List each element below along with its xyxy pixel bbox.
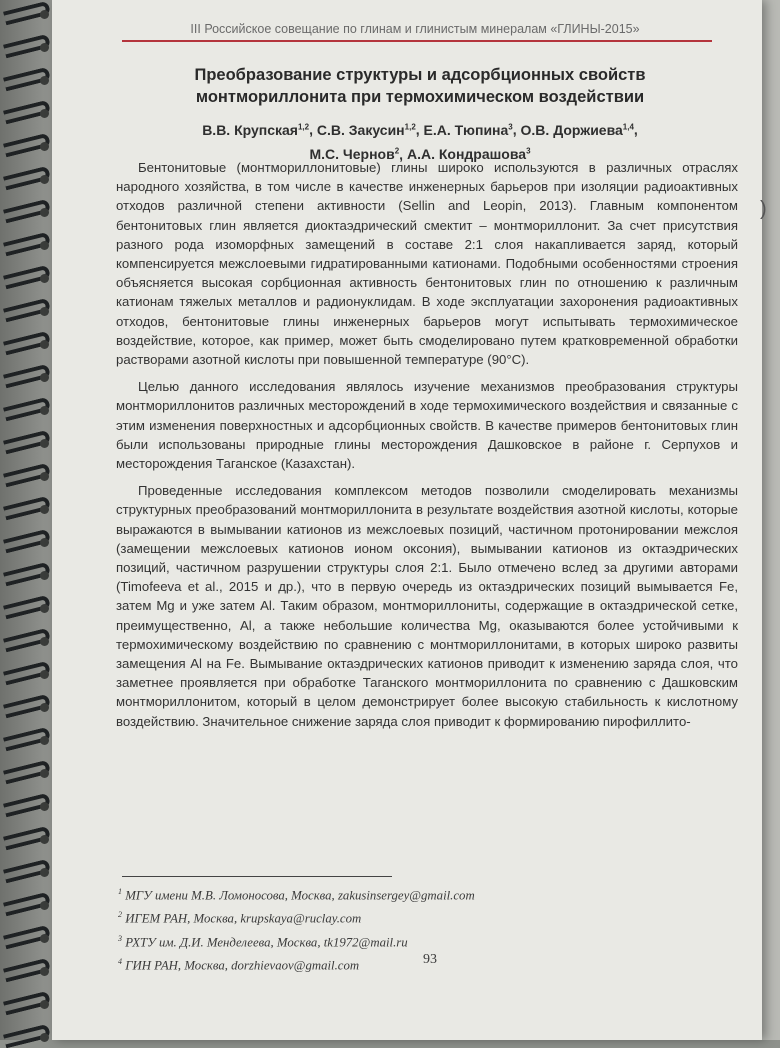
binding-hole bbox=[40, 241, 49, 250]
page-number: 93 bbox=[423, 952, 437, 967]
binding-hole bbox=[40, 1033, 49, 1042]
binding-hole bbox=[40, 637, 49, 646]
binding-hole bbox=[40, 736, 49, 745]
author-0: В.В. Крупская$^{1,2}$ bbox=[202, 121, 310, 138]
binding-hole bbox=[40, 604, 49, 613]
binding-hole bbox=[40, 571, 49, 580]
header-rule bbox=[122, 40, 712, 42]
paragraph-1: Бентонитовые (монтмориллонитовые) глины широко используются в различных отраслях народного хозяйства, в том числе в качестве инженерных барьеров при изоляции радиоактивных отходов различной степени активности (Sellin and Leopin, 2013). Главным компонентом бентонитовых глин является диоктаэдрический смектит – монтмориллонит. За счет присутствия разного рода изоморфных замещений в составе 2:1 слоя накапливается заряд, который компенсируется межслоевыми гидратированными катионами. Подобными особенностями строения объясняется высокая сорбционная активность бентонитовых глин по отношению к различным катионам тяжелых металлов и радионуклидам. В ходе эксплуатации захоронения радиоактивных отходов, бентонитовые глины инженерных барьеров могут испытывать термохимическое воздействие, которое, как пример, может быть смоделировано путем кратковременной обработки растворами азотной кислоты при повышенной температуре (90°С). bbox=[116, 160, 738, 368]
author-1: С.В. Закусин$^{1,2}$ bbox=[316, 121, 416, 138]
binding-hole bbox=[40, 472, 49, 481]
binding-hole bbox=[40, 109, 49, 118]
binding-hole bbox=[40, 538, 49, 547]
binding-hole bbox=[40, 670, 49, 679]
binding-hole bbox=[40, 868, 49, 877]
author-3: О.В. Доржиева$^{1,4}$ bbox=[520, 121, 634, 138]
binding-hole bbox=[40, 10, 49, 19]
running-header: III Российское совещание по глинам и глинистым минералам «ГЛИНЫ-2015» bbox=[190, 22, 640, 36]
footnote-2: $^2$ ИГЕМ РАН, Москва, krupskaya@ruclay.com bbox=[118, 910, 362, 926]
binding-hole bbox=[40, 43, 49, 52]
binding-hole bbox=[40, 340, 49, 349]
binding-hole bbox=[40, 76, 49, 85]
footnote-3: $^3$ РХТУ им. Д.И. Менделеева, Москва, tk1972@mail.ru bbox=[118, 933, 408, 949]
binding-hole bbox=[40, 901, 49, 910]
binding-hole bbox=[40, 406, 49, 415]
binding-hole bbox=[40, 934, 49, 943]
author-4: М.С. Чернов$^2$ bbox=[309, 146, 400, 163]
binding-hole bbox=[40, 274, 49, 283]
binding-hole bbox=[40, 835, 49, 844]
paragraph-3: Проведенные исследования комплексом методов позволили смоделировать механизмы структурных преобразований монтмориллонита в результате воздействия азотной кислоты, которые выражаются в вымывании катионов из межслоевых позиций, частичном протонировании межслоя (замещении межслоевых катионов ионом оксония), вымывании катионов из октаэдрических позиций, частичном разрушении структуры слоя 2:1. Было отмечено вслед за другими авторами (Timofeeva et al., 2015 и др.), что в первую очередь из октаэдрических позиций вымывается Fe, затем Mg и уже затем Al. Таким образом, монтмориллониты, содержащие в октаэдрической сетке, преимущественно, Al, а также небольшие количества Mg, оказываются более устойчивыми к термохимическому воздействию по сравнению с монтмориллонитами, в которых широко развиты замещения Al на Fe. Вымывание октаэдрических катионов приводит к изменению заряда слоя, что заметнее проявляется при обработке Таганского монтмориллонита по сравнению с Дашковским монтмориллонитом, который в целом демонстрирует более высокую стабильность к кислотному воздействию. Значительное снижение заряда слоя приводит к формированию пирофиллито- bbox=[116, 483, 738, 729]
paragraph-2: Целью данного исследования являлось изучение механизмов преобразования структуры монтмориллонитов различных месторождений в ходе термохимического воздействия и связанные с этим изменения поверхностных и адсорбционных свойств. В качестве примеров бентонитовых глин были использованы природные глины месторождения Дашковское в районе г. Серпухов и месторождения Таганское (Казахстан). bbox=[116, 379, 738, 472]
binding-hole bbox=[40, 769, 49, 778]
binding-hole bbox=[40, 1000, 49, 1009]
article-title: Преобразование структуры и адсорбционных свойств монтмориллонита при термохимическом воздействии bbox=[194, 66, 646, 106]
footnote-rule bbox=[122, 876, 392, 877]
footnotes bbox=[118, 882, 678, 975]
author-list: В.В. Крупская$^{1,2}$, С.В. Закусин$^{1,2}$, Е.А. Тюпина$^3$, О.В. Доржиева$^{1,4}$, М.С. Чернов$^2$, А.А. Кондрашова$^3$ bbox=[202, 121, 638, 163]
binding-hole bbox=[40, 703, 49, 712]
binding-hole bbox=[40, 307, 49, 316]
footnote-1: $^1$ МГУ имени М.В. Ломоносова, Москва, zakusinsergey@gmail.com bbox=[118, 887, 475, 903]
article-body bbox=[116, 158, 738, 739]
author-2: Е.А. Тюпина$^3$ bbox=[423, 121, 513, 138]
binding-hole bbox=[40, 373, 49, 382]
binding-hole bbox=[40, 142, 49, 151]
binding-hole bbox=[40, 208, 49, 217]
binding-hole bbox=[40, 439, 49, 448]
binding-hole bbox=[40, 802, 49, 811]
pencil-mark: ) bbox=[760, 198, 767, 220]
author-5: А.А. Кондрашова$^3$ bbox=[406, 146, 531, 163]
footnote-4: $^4$ ГИН РАН, Москва, dorzhievaov@gmail.com bbox=[118, 956, 360, 973]
binding-hole bbox=[40, 967, 49, 976]
binding-hole bbox=[40, 175, 49, 184]
binding-hole bbox=[40, 505, 49, 514]
